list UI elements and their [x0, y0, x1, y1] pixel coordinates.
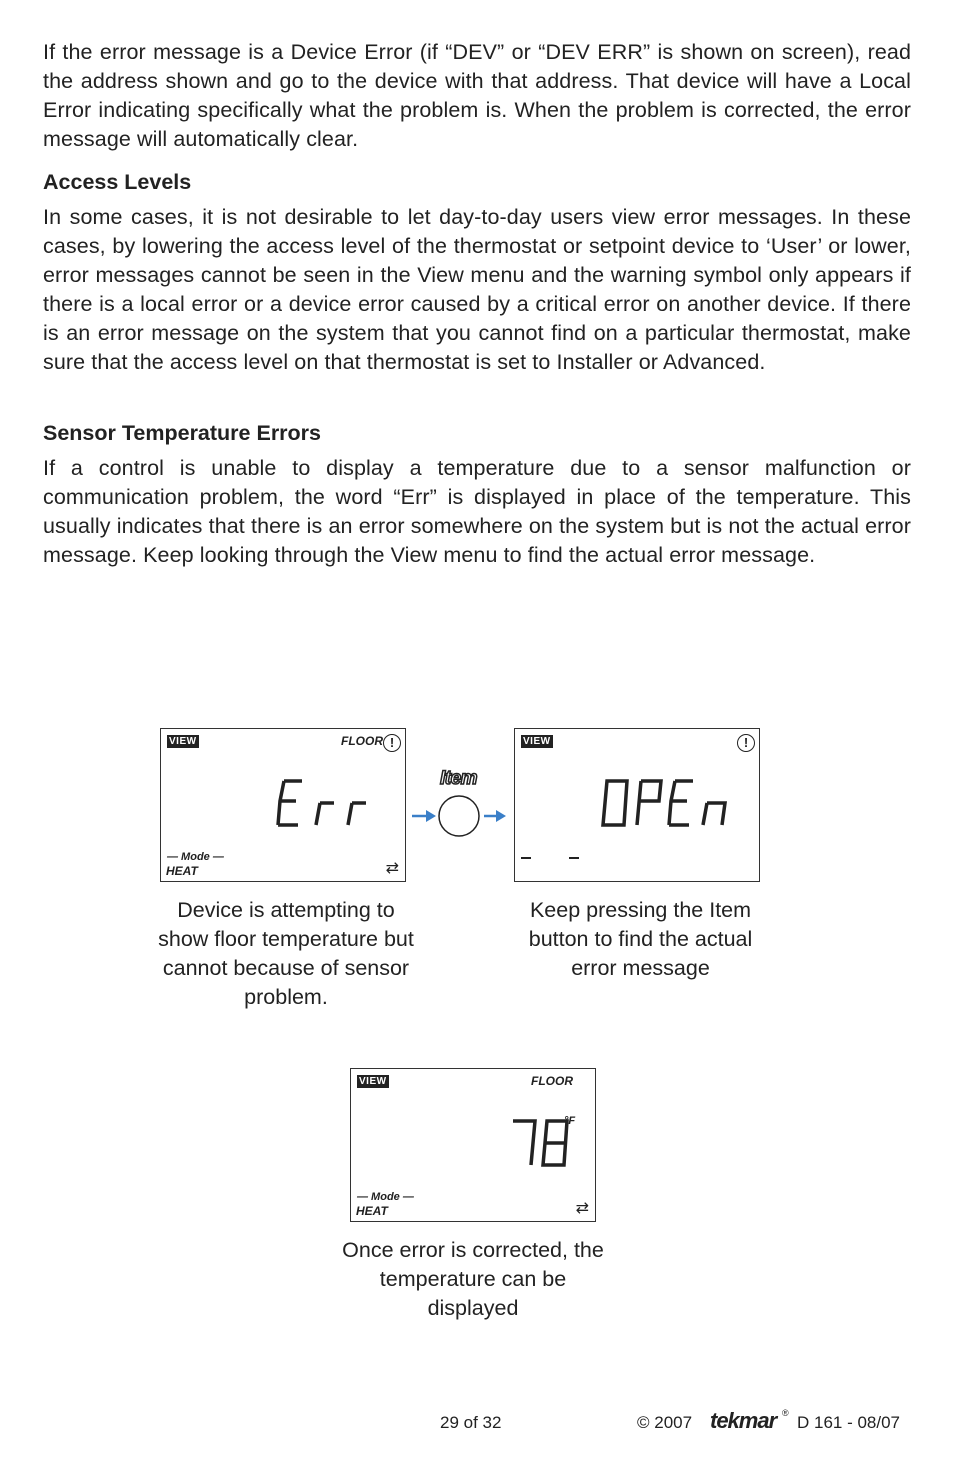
- open-display-caption: Keep pressing the Item button to find the actual error message: [528, 898, 753, 980]
- access-levels-heading: Access Levels: [43, 170, 192, 194]
- copyright: © 2007: [637, 1413, 693, 1432]
- floor-tag: FLOOR: [341, 734, 383, 748]
- view-tag: VIEW: [523, 736, 551, 747]
- err-display-caption: Device is attempting to show floor temperature but cannot because of sensor problem.: [158, 898, 414, 1009]
- mode-label: — Mode —: [357, 1191, 414, 1203]
- warning-icon: !: [383, 734, 401, 752]
- sensor-errors-heading: Sensor Temperature Errors: [43, 421, 322, 445]
- tekmar-logo: tekmar: [710, 1408, 777, 1433]
- view-tag: VIEW: [169, 736, 197, 747]
- open-segment-text: [597, 777, 737, 829]
- view-tag: VIEW: [359, 1076, 387, 1087]
- warning-icon: !: [737, 734, 755, 752]
- access-levels-paragraph: In some cases, it is not desirable to let day-to-day users view error messages. In these cases, by lowering the access level of the thermostat or setpoint device to ‘User’ or lower, error messages cannot be seen in the View menu and the warning symbol only appears if there is a local error or a device error caused by a critical error on another device. If there is an error message on the system that you cannot find on a particular thermostat, make sure that the access level on that thermostat is set to Installer or Advanced.: [43, 205, 911, 374]
- registered-mark: ®: [782, 1408, 789, 1418]
- sensor-errors-paragraph: If a control is unable to display a temperature due to a sensor malfunction or communication problem, the word “Err” is displayed in place of the temperature. This usually indicates that there is an error somewhere on the system but is not the actual error message. Keep looking through the View menu to find the actual error message.: [43, 456, 911, 567]
- dash-segments: [521, 855, 581, 861]
- temperature-unit: °F: [564, 1115, 576, 1127]
- page-number: 29 of 32: [440, 1413, 502, 1432]
- swap-arrows-icon: ⇄: [385, 860, 399, 877]
- lcd-err-display: [160, 728, 406, 882]
- mode-label: — Mode —: [167, 851, 224, 863]
- lcd-open-display: [514, 728, 760, 882]
- err-segment-text: [276, 777, 376, 829]
- swap-arrows-icon: ⇄: [575, 1200, 589, 1217]
- item-button-label[interactable]: Item: [440, 768, 478, 789]
- device-error-paragraph: If the error message is a Device Error (if “DEV” or “DEV ERR” is shown on screen), read the address shown and go to the device with that address. That device will have a Local Error indicating specifically what the problem is. When the problem is corrected, the error message will automatically clear.: [43, 40, 911, 151]
- document-id: D 161 - 08/07: [797, 1413, 901, 1432]
- heat-label: HEAT: [356, 1204, 388, 1218]
- heat-label: HEAT: [166, 864, 198, 878]
- floor-tag: FLOOR: [531, 1074, 573, 1088]
- lcd-temperature-display: [350, 1068, 596, 1222]
- temp-display-caption: Once error is corrected, the temperature can be displayed: [342, 1238, 604, 1320]
